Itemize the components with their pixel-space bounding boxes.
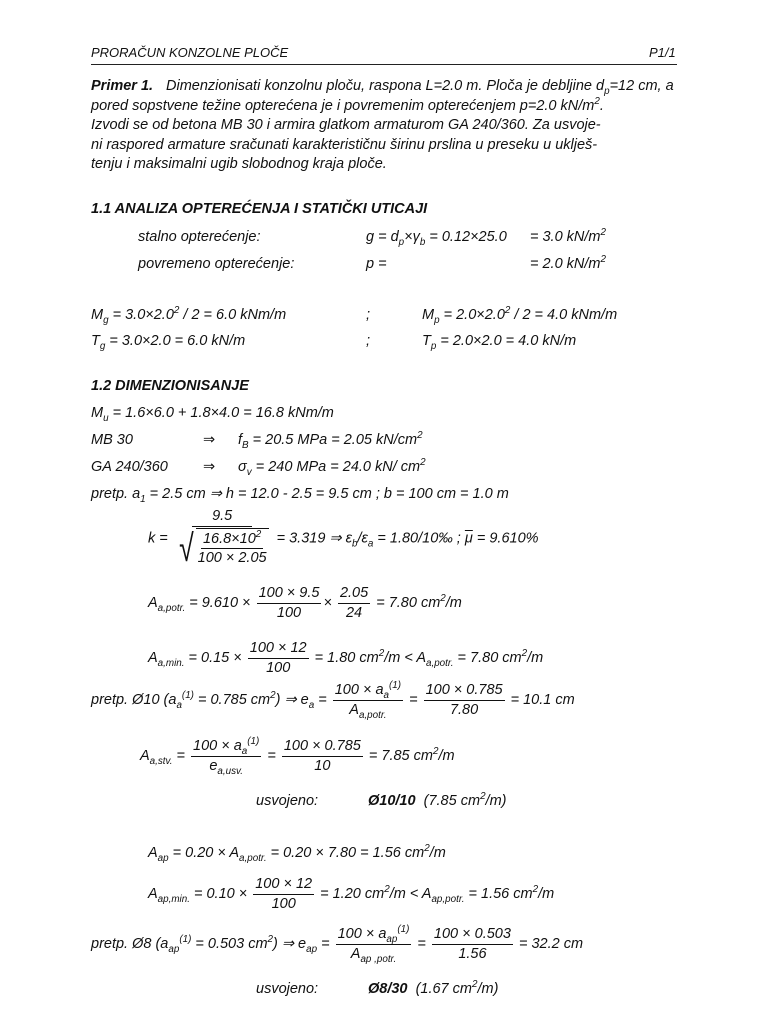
header-rule [91,64,677,65]
page-number: P1/1 [649,45,676,60]
a-potr-formula: $A_{a,potr.} = 9.610$ × $\frac{100 \times 9.5}{100}$ × $\frac{2.05}{24}$ = 7.80 $cm^2/m$ [148,585,462,621]
dead-load-expr: $g = d_p\times\gamma_b = 0.12\times 25.0$ [366,229,507,248]
example-text: Dimenzionisati konzolnu ploču, raspona L=2.0 m. Ploča je debljine $d_p=12$ cm, a pored sopstvene težine opterećena je i povremenim opterećenjem p=2.0 $kN/m^2$. Izvodi se od betona MB 30 i armira glatkom armaturom GA 240/360. Za usvoje- ni raspored armature sračunati karakterističnu širinu prslina u preseku u uklješ- tenju i maksimalni ugib slobodnog kraja ploče. [91,78,674,172]
adopted-label: usvojeno: [256,793,319,809]
sigma-v-value: $\sigma_v = 240$ MPa = 24.0 kN/ $cm^2$ [238,457,426,478]
bar-d10-spacing: pretp. Ø10 ($a_a^{(1)} = 0.785$ $cm^2$) ⇒ $e_a$ = $\frac{100 \times a_a^{(1)}}{A_{a,potr.}}$ = $\frac{100 \times 0.785}{7.80}$ = 10.1 cm [91,680,575,721]
adopted-distribution-reinforcement: Ø8/30 (1.67 $cm^2/m$) [368,979,499,997]
moment-mg: $M_g = 3.0\times 2.0^2 / 2 = 6.0$ kNm/m [91,305,287,326]
implies-arrow: ⇒ [203,432,216,448]
live-load-value: = 2.0 $kN/m^2$ [530,254,606,272]
implies-arrow: ⇒ [203,459,216,475]
concrete-class: MB 30 [91,432,133,448]
a-ap-formula: $A_{ap} = 0.20 \times A_{a,potr.} = 0.20 \times 7.80 = 1.56$ $cm^2/m$ [148,843,446,864]
assumption-a1: pretp. $a_1 = 2.5$ cm ⇒ h = 12.0 - 2.5 = 9.5 cm ; b = 100 cm = 1.0 m [91,486,509,505]
live-load-label: povremeno opterećenje: [138,256,295,272]
k-formula: k = 9.5 √ $\frac{16.8\times 10^2}{100 \times 2.05}$ = 3.319 ⇒ $\varepsilon_b/\varepsilon_a$ = 1.80/10‰ ; $\overline{\mu} = 9.610\%$ [148,508,539,570]
dead-load-label: stalno opterećenje: [138,229,261,245]
shear-tg: $T_g = 3.0\times 2.0 = 6.0$ kN/m [91,333,246,352]
live-load-expr: p = [366,256,387,272]
page-header-title: PRORAČUN KONZOLNE PLOČE [91,45,289,60]
moment-mp: $M_p = 2.0\times 2.0^2 / 2 = 4.0$ kNm/m [422,305,618,326]
steel-class: GA 240/360 [91,459,168,475]
section-1-2-title: 1.2 DIMENZIONISANJE [91,378,249,394]
adopted-label: usvojeno: [256,981,319,997]
fb-value: $f_B = 20.5$ MPa = 2.05 $kN/cm^2$ [238,430,423,451]
adopted-main-reinforcement: Ø10/10 (7.85 $cm^2/m$) [368,791,507,809]
example-label: Primer 1. [91,78,154,94]
a-min-formula: $A_{a,min.} = 0.15$ × $\frac{100 \times 12}{100}$ = 1.80 $cm^2/m < A_{a,potr.} = 7.80$ $cm^2/m$ [148,640,544,676]
a-stv-formula: $A_{a,stv.}$ = $\frac{100 \times a_a^{(1)}}{e_{a,usv.}}$ = $\frac{100 \times 0.785}{10}$ = 7.85 $cm^2/m$ [140,736,455,777]
a-ap-min-formula: $A_{ap,min.} = 0.10$ × $\frac{100 \times 12}{100}$ = 1.20 $cm^2/m < A_{ap,potr.} = 1.56$ $cm^2/m$ [148,876,555,912]
mu-line: $M_u = 1.6\times 6.0 + 1.8\times 4.0 = 16.8$ kNm/m [91,405,334,424]
bar-d8-spacing: pretp. Ø8 ($a_{ap}^{(1)} = 0.503$ $cm^2$) ⇒ $e_{ap}$ = $\frac{100 \times a_{ap}^{(1)}}{A_{ap ,potr.}}$ = $\frac{100 \times 0.503}{1.56}$ = 32.2 cm [91,924,584,965]
dead-load-value: = 3.0 $kN/m^2$ [530,227,606,245]
separator: ; [366,307,371,323]
shear-tp: $T_p = 2.0\times 2.0 = 4.0$ kN/m [422,333,577,352]
section-1-1-title: 1.1 ANALIZA OPTEREĆENJA I STATIČKI UTICAJI [91,201,428,217]
separator: ; [366,333,371,349]
